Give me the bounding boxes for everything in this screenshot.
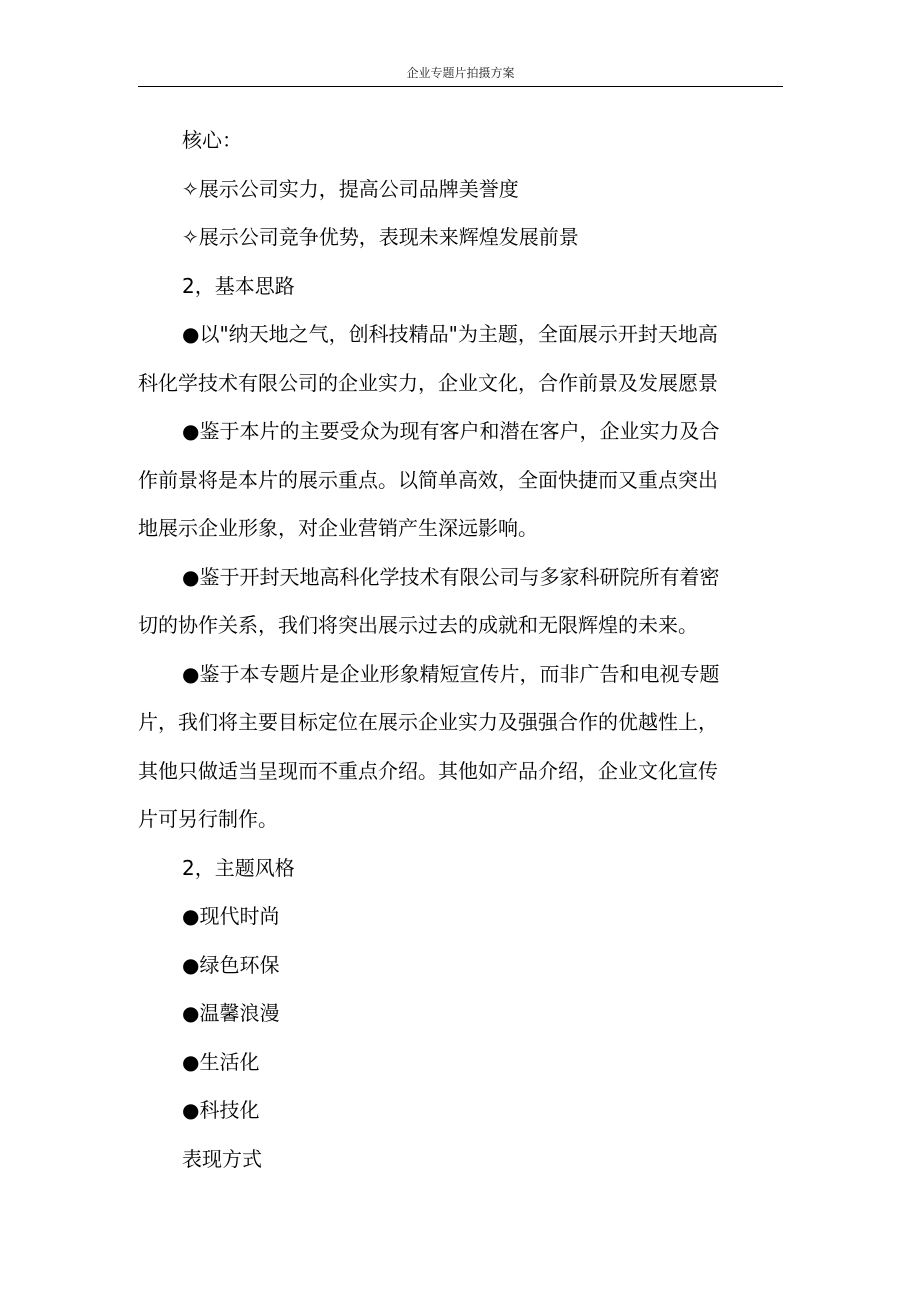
header-title: 企业专题片拍摄方案	[406, 66, 515, 80]
core-item-1: ✧展示公司实力，提高公司品牌美誉度	[182, 176, 519, 201]
page-header	[138, 62, 783, 87]
basic-paragraph-3-line-2: 切的协作关系，我们将突出展示过去的成就和无限辉煌的未来。	[138, 613, 698, 637]
section-style-title: 2，主题风格	[182, 855, 295, 880]
basic-paragraph-1-line-2: 科化学技术有限公司的企业实力，企业文化，合作前景及发展愿景	[138, 370, 718, 395]
basic-paragraph-2-line-1: ●鉴于本片的主要受众为现有客户和潜在客户，企业实力及合	[182, 419, 720, 443]
section-basic-title: 2，基本思路	[182, 273, 295, 298]
expression-title: 表现方式	[182, 1146, 262, 1171]
basic-paragraph-3-line-1: ●鉴于开封天地高科化学技术有限公司与多家科研院所有着密	[182, 564, 720, 589]
basic-paragraph-4-line-1: ●鉴于本专题片是企业形象精短宣传片，而非广告和电视专题	[182, 661, 720, 686]
basic-paragraph-4-line-4: 片可另行制作。	[138, 807, 278, 831]
core-item-2: ✧展示公司竞争优势，表现未来辉煌发展前景	[182, 225, 579, 249]
style-item-3: ●温馨浪漫	[182, 1001, 280, 1025]
style-item-5: ●科技化	[182, 1098, 260, 1122]
core-label: 核心：	[182, 128, 242, 152]
style-item-2: ●绿色环保	[182, 952, 280, 977]
basic-paragraph-1-line-1: ●以"纳天地之气，创科技精品"为主题，全面展示开封天地高	[182, 322, 718, 346]
document-body	[138, 116, 778, 1183]
style-item-4: ●生活化	[182, 1049, 260, 1074]
basic-paragraph-4-line-3: 其他只做适当呈现而不重点介绍。其他如产品介绍，企业文化宣传	[138, 758, 718, 783]
basic-paragraph-2-line-3: 地展示企业形象，对企业营销产生深远影响。	[138, 516, 538, 540]
basic-paragraph-2-line-2: 作前景将是本片的展示重点。以简单高效，全面快捷而又重点突出	[138, 467, 718, 492]
basic-paragraph-4-line-2: 片，我们将主要目标定位在展示企业实力及强强合作的优越性上，	[138, 710, 718, 734]
style-item-1: ●现代时尚	[182, 904, 280, 928]
